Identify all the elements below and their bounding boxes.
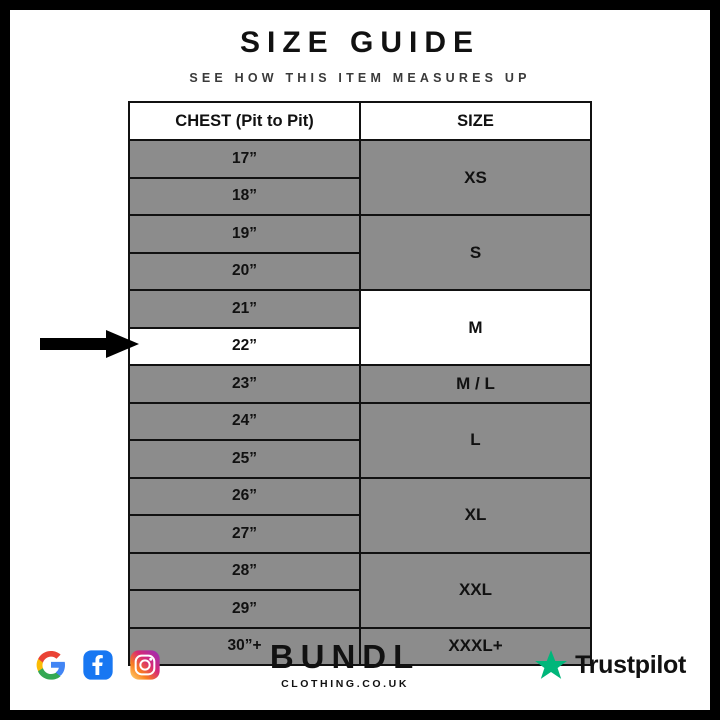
size-value: S [360,215,591,290]
social-links [34,648,162,682]
size-value: M / L [360,365,591,403]
trustpilot-name: Trustpilot [575,650,686,679]
instagram-icon[interactable] [128,648,162,682]
brand-name: BUNDL [269,638,421,675]
size-guide-card [10,10,710,710]
google-icon[interactable] [34,648,68,682]
size-value: XS [360,140,591,215]
table-row [129,215,591,253]
size-table-container [10,101,710,666]
chest-value: 25” [129,440,360,478]
brand-logo [270,640,420,690]
chest-value: 24” [129,403,360,441]
table-row [129,290,591,328]
column-header-size: SIZE [360,102,591,140]
chest-value: 18” [129,178,360,216]
table-row [129,553,591,591]
chest-value: 30”+ [129,628,360,666]
chest-value: 19” [129,215,360,253]
column-header-chest: CHEST (Pit to Pit) [129,102,360,140]
footer [10,634,710,696]
brand-website: CLOTHING.CO.UK [281,678,410,690]
chest-value: 20” [129,253,360,291]
table-header-row [129,102,591,140]
chest-value: 23” [129,365,360,403]
chest-value: 29” [129,590,360,628]
size-value: L [360,403,591,478]
table-row [129,140,591,178]
table-row [129,365,591,403]
selected-row-arrow [40,329,140,359]
trustpilot-logo[interactable] [534,648,686,682]
table-row [129,478,591,516]
chest-value: 26” [129,478,360,516]
trustpilot-star-icon [534,648,568,682]
facebook-icon[interactable] [81,648,115,682]
size-table [128,101,592,666]
chest-value: 17” [129,140,360,178]
size-value: XL [360,478,591,553]
page-subtitle: SEE HOW THIS ITEM MEASURES UP [189,71,531,85]
chest-value: 28” [129,553,360,591]
table-row [129,403,591,441]
size-value: XXXL+ [360,628,591,666]
chest-value: 27” [129,515,360,553]
chest-value-selected: 22” [129,328,360,366]
chest-value: 21” [129,290,360,328]
size-value: XXL [360,553,591,628]
size-value-selected: M [360,290,591,365]
page-title: SIZE GUIDE [239,26,481,59]
